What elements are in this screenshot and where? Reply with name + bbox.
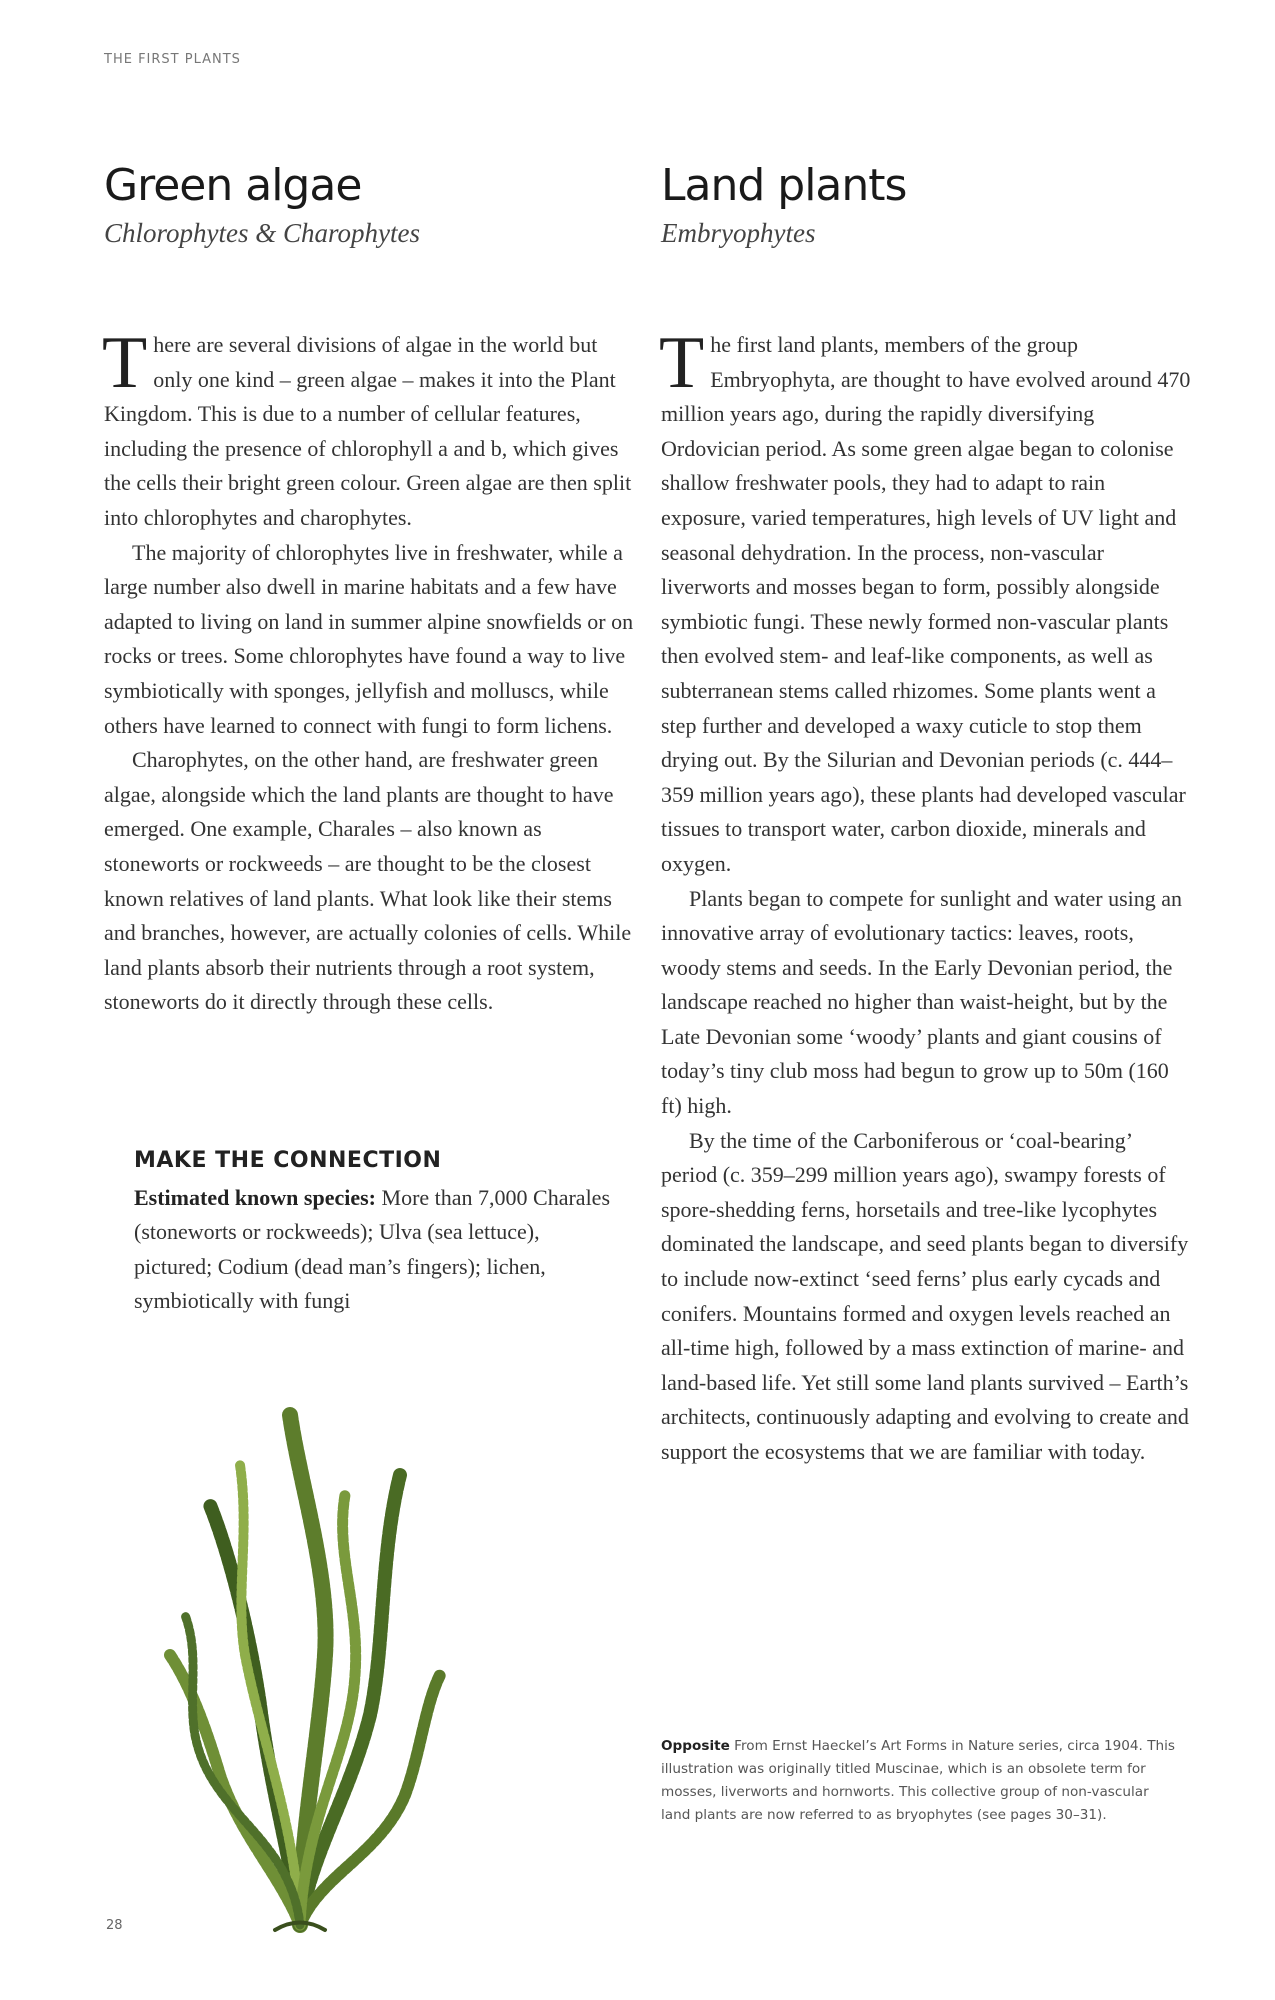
caption-text: From Ernst Haeckel’s Art Forms in Nature series, circa 1904. This illustration was originally titled Muscinae, which is an obsolete term for mosses, liverworts and hornworts. This collective group of non-vascular land plants are now referred to as bryophytes (see pages 30–31). — [661, 1738, 1175, 1823]
page-number: 28 — [106, 1918, 123, 1933]
green-algae-paragraph-3: Charophytes, on the other hand, are freshwater green algae, alongside which the land plants are thought to have emerged. One example, Charales – also known as stoneworts or rockweeds – are thought to be the closest known relatives of land plants. What look like their stems and branches, however, are actually colonies of cells. While land plants absorb their nutrients through a root system, stoneworts do it directly through these cells. — [104, 747, 632, 1015]
dropcap: T — [659, 322, 705, 404]
left-column — [104, 160, 634, 1020]
land-plants-paragraph-2: Plants began to compete for sunlight and water using an innovative array of evolutionary tactics: leaves, roots, woody stems and seeds. In the Early Devonian period, the landscape reached no higher than waist-height, but by the Late Devonian some ‘woody’ plants and giant cousins of today’s tiny club moss had begun to grow up to 50m (160 ft) high. — [661, 885, 1183, 1119]
right-column — [661, 160, 1191, 1470]
green-algae-subtitle: Chlorophytes & Charophytes — [104, 218, 420, 248]
running-head: THE FIRST PLANTS — [104, 52, 241, 67]
caption-label: Opposite — [661, 1738, 730, 1754]
green-algae-paragraph-2: The majority of chlorophytes live in freshwater, while a large number also dwell in marine habitats and a few have adapted to living on land in summer alpine snowfields or on rocks or trees. Some chlorophytes have found a way to live symbiotically with sponges, jellyfish and molluscs, while others have learned to connect with fungi to form lichens. — [104, 539, 634, 738]
make-the-connection-box — [134, 1144, 614, 1319]
land-plants-body — [659, 322, 1191, 1470]
ulva-illustration — [150, 1355, 450, 1935]
connection-label: Estimated known species: — [134, 1184, 377, 1210]
green-algae-paragraph-1: There are several divisions of algae in the world but only one kind – green algae – makes it into the Plant Kingdom. This is due to a number of cellular features, including the presence of chlorophyll a and b, which gives the cells their bright green colour. Green algae are then split into chlorophytes and charophytes. — [102, 322, 632, 530]
connection-text — [134, 1181, 614, 1319]
green-algae-title: Green algae — [104, 160, 362, 211]
land-plants-paragraph-3: By the time of the Carboniferous or ‘coal-bearing’ period (c. 359–299 million years ago), swampy forests of spore-shedding ferns, horsetails and tree-like lycophytes dominated the landscape, and seed plants began to diversify to include now-extinct ‘seed ferns’ plus early cycads and conifers. Mountains formed and oxygen levels reached an all-time high, followed by a mass extinction of marine- and land-based life. Yet still some land plants survived – Earth’s architects, continuously adapting and evolving to create and support the ecosystems that we are familiar with today. — [661, 1127, 1189, 1464]
land-plants-paragraph-1: The first land plants, members of the group Embryophyta, are thought to have evolved around 470 million years ago, during the rapidly diversifying Ordovician period. As some green algae began to colonise shallow freshwater pools, they had to adapt to rain exposure, varied temperatures, high levels of UV light and seasonal dehydration. In the process, non-vascular liverworts and mosses began to form, possibly alongside symbiotic fungi. These newly formed non-vascular plants then evolved stem- and leaf-like components, as well as subterranean stems called rhizomes. Some plants went a step further and developed a waxy cuticle to stop them drying out. By the Silurian and Devonian periods (c. 444–359 million years ago), these plants had developed vascular tissues to transport water, carbon dioxide, minerals and oxygen. — [659, 322, 1191, 876]
land-plants-title: Land plants — [661, 160, 907, 211]
land-plants-subtitle: Embryophytes — [661, 218, 816, 248]
figure-caption — [661, 1735, 1181, 1827]
connection-title: MAKE THE CONNECTION — [134, 1148, 442, 1173]
green-algae-body — [102, 322, 634, 1020]
dropcap: T — [102, 322, 148, 404]
connection-body: More than 7,000 Charales (stoneworts or rockweeds); Ulva (sea lettuce), pictured; Codium (dead man’s fingers); lichen, symbiotically with fungi — [134, 1184, 611, 1314]
